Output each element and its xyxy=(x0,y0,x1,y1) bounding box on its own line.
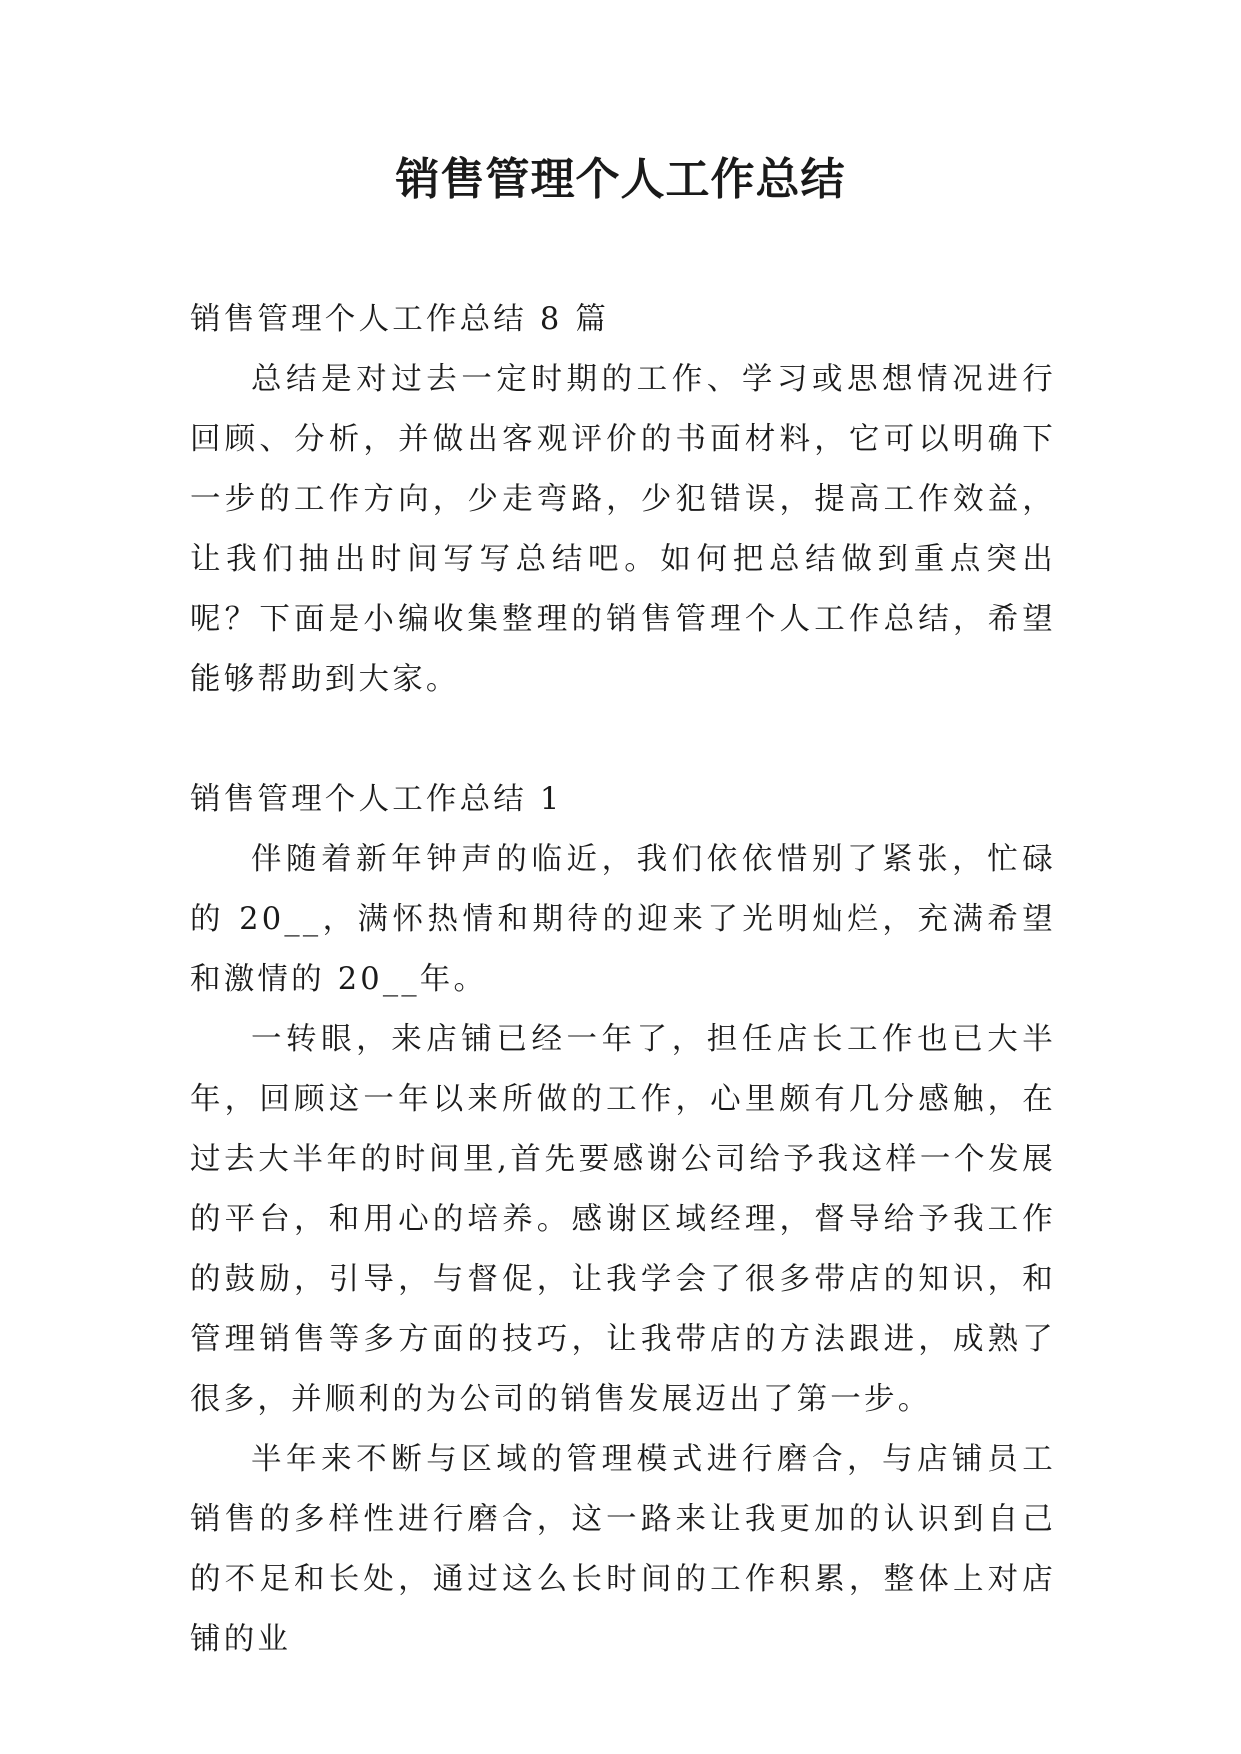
body-paragraph: 半年来不断与区域的管理模式进行磨合，与店铺员工销售的多样性进行磨合，这一路来让我更加的认识到自己的不足和长处，通过这么长时间的工作积累，整体上对店铺的业 xyxy=(190,1442,1056,1657)
document-title: 销售管理个人工作总结 xyxy=(395,154,846,205)
section-spacer xyxy=(190,710,1056,770)
document-body xyxy=(190,290,1056,1670)
body-paragraph: 一转眼，来店铺已经一年了，担任店长工作也已大半年，回顾这一年以来所做的工作，心里颇有几分感触，在过去大半年的时间里,首先要感谢公司给予我这样一个发展的平台，和用心的培养。感谢区域经理，督导给予我工作的鼓励，引导，与督促，让我学会了很多带店的知识，和管理销售等多方面的技巧，让我带店的方法跟进，成熟了很多，并顺利的为公司的销售发展迈出了第一步。 xyxy=(190,1022,1056,1417)
intro-paragraph: 总结是对过去一定时期的工作、学习或思想情况进行回顾、分析，并做出客观评价的书面材料，它可以明确下一步的工作方向，少走弯路，少犯错误，提高工作效益，让我们抽出时间写写总结吧。如何把总结做到重点突出呢？下面是小编收集整理的销售管理个人工作总结，希望能够帮助到大家。 xyxy=(190,362,1056,697)
section-heading: 销售管理个人工作总结 1 xyxy=(190,782,563,817)
document-subtitle: 销售管理个人工作总结 8 篇 xyxy=(190,302,610,337)
body-paragraph: 伴随着新年钟声的临近，我们依依惜别了紧张，忙碌的 20__，满怀热情和期待的迎来了光明灿烂，充满希望和激情的 20__年。 xyxy=(190,842,1056,997)
